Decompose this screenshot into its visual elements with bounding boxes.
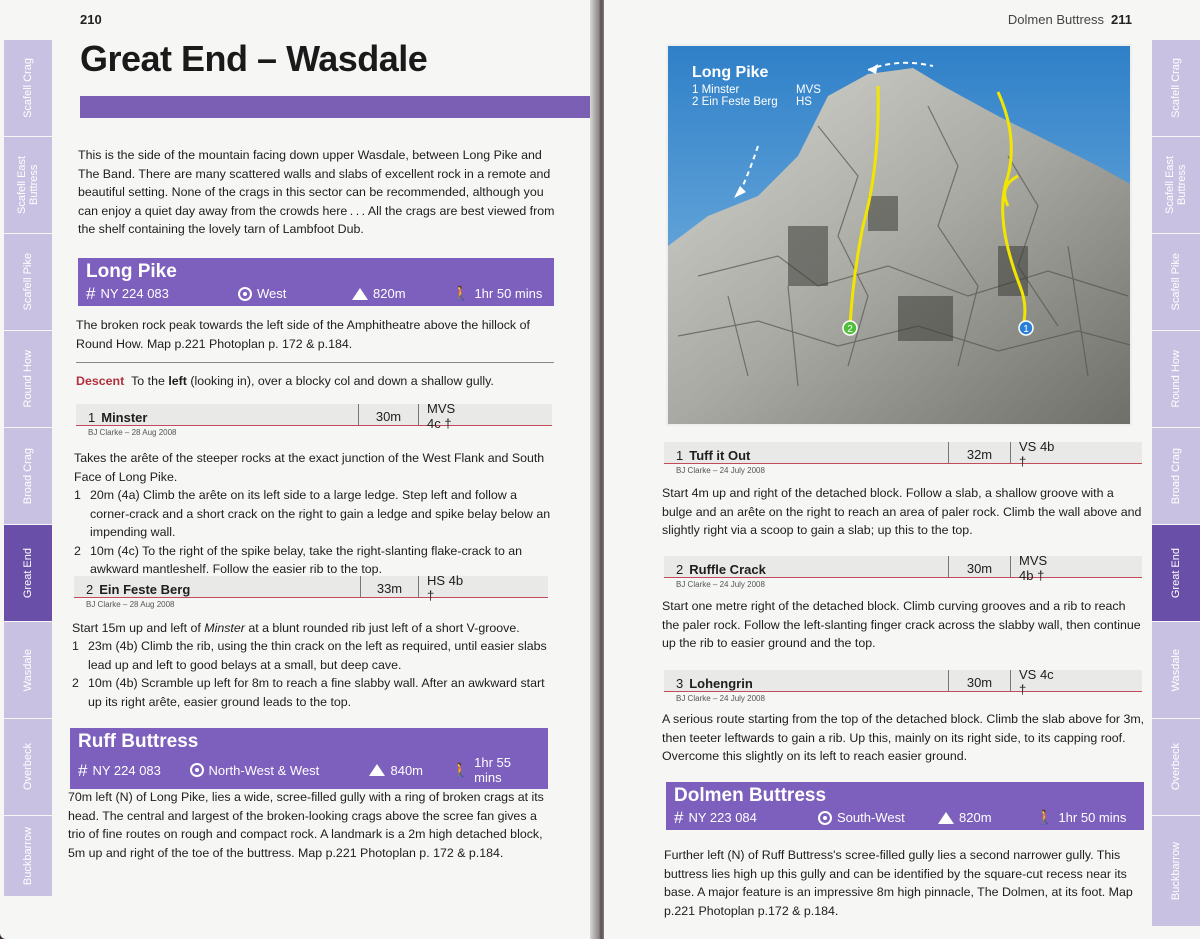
tab-broad-crag[interactable]: Broad Crag [1152, 428, 1200, 524]
tab-scafell-pike[interactable]: Scafell Pike [1152, 234, 1200, 330]
page-title: Great End – Wasdale [80, 38, 428, 79]
grid-ref: NY 224 083 [100, 286, 169, 301]
tab-broad-crag[interactable]: Broad Crag [4, 428, 52, 524]
tab-scafell-pike[interactable]: Scafell Pike [4, 234, 52, 330]
pitch-text: 23m (4b) Climb the rib, using the thin crack on the left as required, until easier slabs lead up and left to good belays at a small, but deep cave. [88, 639, 547, 672]
first-ascent: BJ Clarke – 24 July 2008 [676, 694, 765, 703]
grid-ref: NY 223 084 [688, 810, 757, 825]
route-desc: Takes the arête of the steeper rocks at the exact junction of the West Flank and South Face of Long Pike. [74, 451, 545, 484]
tab-scafell-crag[interactable]: Scafell Crag [1152, 40, 1200, 136]
page-number-left: 210 [80, 12, 102, 27]
mountain-icon [369, 764, 385, 776]
tab-great-end[interactable]: Great End [4, 525, 52, 621]
walk-time: 1hr 50 mins [1058, 810, 1127, 825]
route-grade: MVS 4c † [418, 404, 480, 425]
left-page [0, 0, 598, 939]
route-length: 30m [948, 556, 1010, 577]
tab-great-end[interactable]: Great End [1152, 525, 1200, 621]
mountain-icon [938, 812, 954, 824]
first-ascent: BJ Clarke – 24 July 2008 [676, 466, 765, 475]
aspect: North-West & West [208, 762, 320, 778]
crag-photo [666, 44, 1132, 426]
section-ruff-buttress [70, 728, 548, 789]
route-length: 30m [948, 670, 1010, 691]
pitch-text: 10m (4b) Scramble up left for 8m to reach a fine slabby wall. After an awkward start up its right arête, easier ground leads to the top. [88, 676, 545, 709]
section-title: Ruff Buttress [78, 731, 199, 752]
route-grade: HS 4b † [418, 576, 480, 597]
tab-round-how[interactable]: Round How [4, 331, 52, 427]
altitude: 840m [390, 762, 424, 778]
tab-overbeck[interactable]: Overbeck [1152, 719, 1200, 815]
route-grade: VS 4c † [1010, 670, 1070, 691]
grid-ref-icon: # [78, 760, 88, 780]
photo-legend: Long Pike 1 Minster MVS 2 Ein Feste Berg HS [692, 64, 821, 108]
chapter-tabs-right [1152, 40, 1200, 927]
tab-wasdale[interactable]: Wasdale [1152, 622, 1200, 718]
route-lohengrin: 3 Lohengrin 30m VS 4c † BJ Clarke – 24 July 2008 [664, 670, 1142, 703]
compass-icon [190, 763, 204, 777]
route-name: Lohengrin [689, 676, 753, 691]
grid-ref: NY 224 083 [92, 762, 161, 778]
descent-paragraph: Descent To the left (looking in), over a blocky col and down a shallow gully. [76, 374, 494, 388]
svg-text:1: 1 [1023, 324, 1029, 335]
grid-ref-icon: # [674, 808, 684, 827]
tab-round-how[interactable]: Round How [1152, 331, 1200, 427]
route-tuff-it-out: 1 Tuff it Out 32m VS 4b † BJ Clarke – 24 July 2008 [664, 442, 1142, 475]
section-long-pike [78, 258, 554, 306]
compass-icon [238, 287, 252, 301]
altitude: 820m [373, 286, 406, 301]
walker-icon: 🚶 [451, 761, 470, 778]
tab-buckbarrow[interactable]: Buckbarrow [1152, 816, 1200, 926]
walker-icon: 🚶 [452, 285, 470, 301]
route-ruffle-crack: 2 Ruffle Crack 30m MVS 4b † BJ Clarke – 24 July 2008 [664, 556, 1142, 589]
route-length: 30m [358, 404, 418, 425]
route-desc: A serious route starting from the top of the detached block. Climb the slab above for 3m, then teeter leftwards to gain a rib. Up this, mainly on its right side, to its capping roof. Overcome this slightly on its left to reach easier ground. [662, 712, 1145, 763]
tab-buckbarrow[interactable]: Buckbarrow [4, 816, 52, 896]
route-length: 33m [360, 576, 418, 597]
first-ascent: BJ Clarke – 28 Aug 2008 [88, 428, 177, 437]
svg-text:2: 2 [847, 324, 853, 335]
descent-label: Descent [76, 374, 125, 388]
route-grade: MVS 4b † [1010, 556, 1070, 577]
dolmen-buttress-desc: Further left (N) of Ruff Buttress's scree-filled gully lies a second narrower gully. This buttress lies high up this gully and can be identified by the square-cut recess near its base. A major feature is an impressive 8m high pinnacle, The Dolmen, at its foot. Map p.221 Photoplan p.172 & p.184. [664, 848, 1133, 918]
aspect: South-West [837, 810, 905, 825]
tab-scafell-east-buttress[interactable]: Scafell East Buttress [1152, 137, 1200, 233]
walk-time: 1hr 55 mins [474, 755, 511, 785]
walker-icon: 🚶 [1036, 809, 1054, 825]
photo-title: Long Pike [692, 64, 769, 81]
aspect: West [257, 286, 287, 301]
tab-overbeck[interactable]: Overbeck [4, 719, 52, 815]
pitch-list: 1 23m (4b) Climb the rib, using the thin crack on the left as required, until easier slabs lead up and left to good belays at a small, but deep cave. 2 10m (4b) Scramble up left for 8m to reach a fine slabby wall. After an awkward start up its right arête, easier ground leads to the top. [72, 637, 556, 711]
ruff-buttress-desc: 70m left (N) of Long Pike, lies a wide, scree-filled gully with a ring of broken crags at its head. The central and largest of the broken-looking crags above the scree fan gives a trio of fine routes on rough and compact rock. A landmark is a 2m high detached block, 5m up and right of the toe of the buttress. Map p.221 Photoplan p. 172 & p.184. [68, 790, 544, 860]
route-length: 32m [948, 442, 1010, 463]
route-name: Ruffle Crack [689, 562, 766, 577]
running-head: Dolmen Buttress [1007, 12, 1104, 27]
route-desc: Start 15m up and left of Minster at a blunt rounded rib just left of a short V-groove. [72, 621, 520, 635]
tab-wasdale[interactable]: Wasdale [4, 622, 52, 718]
route-desc: Start 4m up and right of the detached block. Follow a slab, a shallow groove with a bulge and an arête on the right to reach an area of paler rock. Climb the wall above and slightly right via a scoop to gain a slab; up this to the top. [662, 486, 1142, 537]
tab-scafell-east-buttress[interactable]: Scafell East Buttress [4, 137, 52, 233]
route-minster: 1 Minster 30m MVS 4c † BJ Clarke – 28 Aug 2008 [76, 404, 552, 437]
route-desc: Start one metre right of the detached block. Climb curving grooves and a rib to reach the paler rock. Follow the left-slanting finger crack across the slabby wall, then continue up the rib to easier ground and the top. [662, 599, 1141, 650]
title-bar [80, 96, 598, 118]
route-ein-feste-berg: 2 Ein Feste Berg 33m HS 4b † BJ Clarke – 28 Aug 2008 [74, 576, 548, 609]
section-title: Dolmen Buttress [674, 785, 827, 806]
pitch-text: 10m (4c) To the right of the spike belay, take the right-slanting flake-crack to an awkward mantleshelf. Follow the easier rib to the top. [90, 543, 523, 576]
chapter-tabs-left [4, 40, 52, 897]
first-ascent: BJ Clarke – 24 July 2008 [676, 580, 765, 589]
intro-paragraph: This is the side of the mountain facing down upper Wasdale, between Long Pike and The Band. There are many scattered walls and slabs of excellent rock in a remote and beautiful setting. None of the crags in this sector can be recommended, although you can enjoy a quiet day away from the crowds here . . . All the crags are best viewed from the shelf containing the lovely tarn of Lambfoot Dub. [78, 148, 555, 236]
route-name: Minster [101, 410, 148, 425]
section-title: Long Pike [86, 261, 177, 282]
grid-ref-icon: # [86, 284, 96, 303]
route-grade: VS 4b † [1010, 442, 1070, 463]
first-ascent: BJ Clarke – 28 Aug 2008 [86, 600, 175, 609]
mountain-icon [352, 288, 368, 300]
section-dolmen-buttress [666, 782, 1144, 830]
long-pike-desc: The broken rock peak towards the left side of the Amphitheatre above the hillock of Round How. Map p.221 Photoplan p. 172 & p.184. [76, 318, 530, 351]
page-number-right: 211 [1111, 12, 1132, 27]
pitch-list: 1 20m (4a) Climb the arête on its left side to a large ledge. Step left and follow a corner-crack and a short crack on the right to gain a ledge and spike belay below an impending wall. 2 10m (4c) To the right of the spike belay, take the right-slanting flake-crack to an awkward mantleshelf. Follow the easier rib to the top. [74, 486, 556, 579]
compass-icon [818, 811, 832, 825]
altitude: 820m [959, 810, 992, 825]
divider [76, 362, 554, 363]
pitch-text: 20m (4a) Climb the arête on its left side to a large ledge. Step left and follow a corner-crack and a short crack on the right to gain a ledge and spike belay below an impending wall. [90, 488, 551, 539]
route-name: Ein Feste Berg [99, 582, 191, 597]
tab-scafell-crag[interactable]: Scafell Crag [4, 40, 52, 136]
walk-time: 1hr 50 mins [474, 286, 543, 301]
route-name: Tuff it Out [689, 448, 751, 463]
